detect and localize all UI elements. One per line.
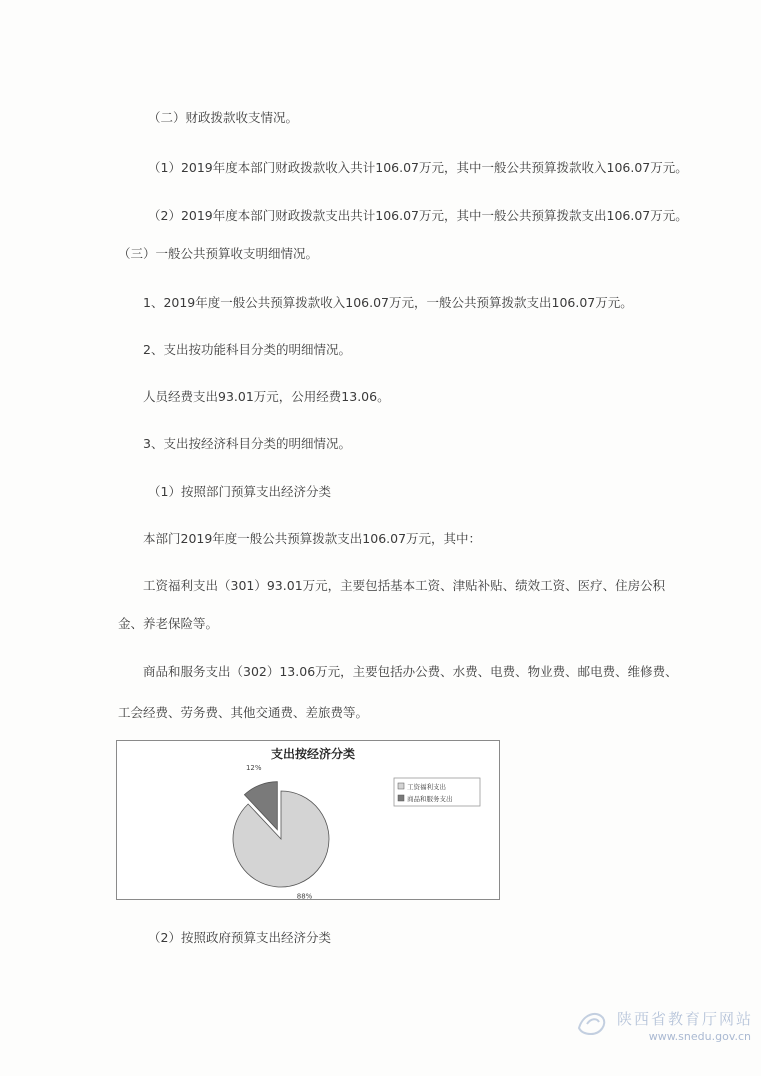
paragraph-salary-line2: 金、养老保险等。 bbox=[118, 616, 219, 631]
watermark-logo-icon bbox=[573, 1004, 613, 1044]
watermark bbox=[553, 1004, 753, 1054]
paragraph-goods-line1: 商品和服务支出（302）13.06万元，主要包括办公费、水费、电费、物业费、邮电费、维修费、 bbox=[143, 664, 678, 679]
paragraph-fiscal-income: （1）2019年度本部门财政拨款收入共计106.07万元，其中一般公共预算拨款收入106.07万元。 bbox=[148, 160, 688, 175]
pie-slice-salary bbox=[233, 791, 329, 887]
paragraph-general-budget: 1、2019年度一般公共预算拨款收入106.07万元，一般公共预算拨款支出106.07万元。 bbox=[143, 295, 633, 310]
legend-swatch-goods bbox=[398, 795, 404, 801]
legend-label-goods: 商品和服务支出 bbox=[407, 795, 453, 803]
section-heading-fiscal: （二）财政拨款收支情况。 bbox=[148, 110, 299, 125]
section-heading-general-budget: （三）一般公共预算收支明细情况。 bbox=[118, 246, 319, 261]
legend-swatch-salary bbox=[398, 783, 404, 789]
chart-title: 支出按经济分类 bbox=[270, 747, 356, 761]
paragraph-economic-heading: 3、支出按经济科目分类的明细情况。 bbox=[143, 436, 351, 451]
legend-label-salary: 工资福利支出 bbox=[407, 783, 446, 791]
pie-chart-svg bbox=[117, 741, 499, 899]
paragraph-dept-total: 本部门2019年度一般公共预算拨款支出106.07万元，其中： bbox=[143, 531, 482, 546]
paragraph-fiscal-expense: （2）2019年度本部门财政拨款支出共计106.07万元，其中一般公共预算拨款支出106.07万元。 bbox=[148, 208, 688, 223]
paragraph-personnel: 人员经费支出93.01万元，公用经费13.06。 bbox=[143, 389, 390, 404]
watermark-url: www.snedu.gov.cn bbox=[648, 1030, 751, 1043]
paragraph-salary-line1: 工资福利支出（301）93.01万元，主要包括基本工资、津贴补贴、绩效工资、医疗、住房公积 bbox=[143, 578, 666, 593]
paragraph-gov-budget-heading: （2）按照政府预算支出经济分类 bbox=[148, 930, 331, 945]
pie-label-salary: 88% bbox=[296, 892, 313, 899]
paragraph-goods-line2: 工会经费、劳务费、其他交通费、差旅费等。 bbox=[118, 705, 369, 720]
paragraph-functional-heading: 2、支出按功能科目分类的明细情况。 bbox=[143, 342, 351, 357]
watermark-text: 陕西省教育厅网站 bbox=[616, 1010, 753, 1028]
pie-label-goods: 12% bbox=[245, 764, 262, 773]
pie-chart bbox=[116, 740, 500, 900]
paragraph-dept-budget-heading: （1）按照部门预算支出经济分类 bbox=[148, 484, 331, 499]
